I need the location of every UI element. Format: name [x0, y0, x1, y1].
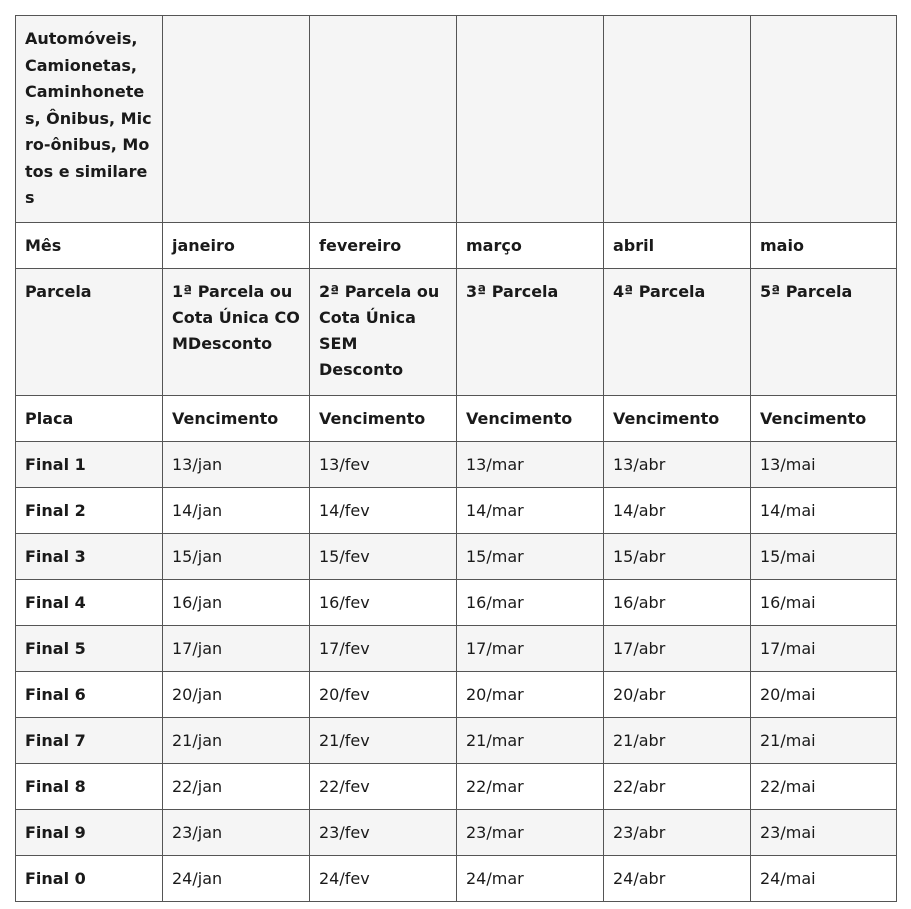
due-date-cell: 14/mai: [751, 488, 897, 534]
table-row: [16, 580, 897, 626]
plate-final-cell: Final 7: [16, 718, 163, 764]
table-row: [16, 626, 897, 672]
due-date-cell: 20/jan: [163, 672, 310, 718]
due-date-cell: 13/jan: [163, 442, 310, 488]
table-row: [16, 764, 897, 810]
due-date-cell: 23/mai: [751, 810, 897, 856]
due-header: Vencimento: [604, 396, 751, 442]
due-header: Vencimento: [457, 396, 604, 442]
due-date-cell: 16/mai: [751, 580, 897, 626]
due-date-cell: 17/mai: [751, 626, 897, 672]
category-row: [16, 16, 897, 223]
due-date-cell: 21/jan: [163, 718, 310, 764]
table-row: [16, 672, 897, 718]
due-date-cell: 24/fev: [310, 856, 457, 902]
ipva-schedule-table: [15, 15, 897, 902]
due-date-cell: 13/abr: [604, 442, 751, 488]
due-date-cell: 15/abr: [604, 534, 751, 580]
empty-cell: [310, 16, 457, 223]
due-date-cell: 20/mar: [457, 672, 604, 718]
ipva-table-body: [16, 16, 897, 902]
due-date-cell: 22/fev: [310, 764, 457, 810]
empty-cell: [457, 16, 604, 223]
plate-final-cell: Final 6: [16, 672, 163, 718]
due-header: Vencimento: [163, 396, 310, 442]
month-header: fevereiro: [310, 223, 457, 269]
parcel-header: 3ª Parcela: [457, 269, 604, 396]
due-date-cell: 16/jan: [163, 580, 310, 626]
empty-cell: [163, 16, 310, 223]
table-row: [16, 718, 897, 764]
plate-final-cell: Final 4: [16, 580, 163, 626]
due-date-cell: 21/mai: [751, 718, 897, 764]
due-date-cell: 16/mar: [457, 580, 604, 626]
table-row: [16, 488, 897, 534]
due-date-cell: 24/mai: [751, 856, 897, 902]
due-date-cell: 13/mar: [457, 442, 604, 488]
due-date-cell: 15/mai: [751, 534, 897, 580]
due-date-cell: 23/jan: [163, 810, 310, 856]
due-date-cell: 20/fev: [310, 672, 457, 718]
due-date-cell: 16/fev: [310, 580, 457, 626]
table-row: [16, 856, 897, 902]
due-date-cell: 16/abr: [604, 580, 751, 626]
due-date-cell: 22/abr: [604, 764, 751, 810]
due-date-cell: 22/jan: [163, 764, 310, 810]
due-header: Vencimento: [310, 396, 457, 442]
due-date-cell: 15/mar: [457, 534, 604, 580]
parcel-row: [16, 269, 897, 396]
due-date-cell: 24/jan: [163, 856, 310, 902]
due-date-cell: 15/fev: [310, 534, 457, 580]
category-label: Automóveis, Camionetas, Caminhonetes, Ônibus, Micro-ônibus, Motos e similares: [16, 16, 163, 223]
month-header: abril: [604, 223, 751, 269]
empty-cell: [604, 16, 751, 223]
plate-final-cell: Final 2: [16, 488, 163, 534]
due-date-cell: 23/abr: [604, 810, 751, 856]
due-date-cell: 15/jan: [163, 534, 310, 580]
plate-final-cell: Final 8: [16, 764, 163, 810]
month-row: [16, 223, 897, 269]
due-date-cell: 24/abr: [604, 856, 751, 902]
due-date-cell: 17/mar: [457, 626, 604, 672]
plate-final-cell: Final 3: [16, 534, 163, 580]
due-date-cell: 21/abr: [604, 718, 751, 764]
parcel-header: 4ª Parcela: [604, 269, 751, 396]
plate-final-cell: Final 5: [16, 626, 163, 672]
due-date-cell: 14/mar: [457, 488, 604, 534]
due-header: Vencimento: [751, 396, 897, 442]
due-date-cell: 22/mai: [751, 764, 897, 810]
plate-final-cell: Final 0: [16, 856, 163, 902]
plate-final-cell: Final 9: [16, 810, 163, 856]
plate-final-cell: Final 1: [16, 442, 163, 488]
due-date-cell: 13/mai: [751, 442, 897, 488]
due-date-cell: 23/mar: [457, 810, 604, 856]
parcel-header: 1ª Parcela ou Cota Única COMDesconto: [163, 269, 310, 396]
due-date-cell: 21/fev: [310, 718, 457, 764]
due-date-cell: 17/abr: [604, 626, 751, 672]
due-date-cell: 13/fev: [310, 442, 457, 488]
due-date-cell: 17/jan: [163, 626, 310, 672]
table-row: [16, 534, 897, 580]
table-row: [16, 442, 897, 488]
plate-row-label: Placa: [16, 396, 163, 442]
plate-header-row: [16, 396, 897, 442]
due-date-cell: 22/mar: [457, 764, 604, 810]
due-date-cell: 24/mar: [457, 856, 604, 902]
due-date-cell: 20/abr: [604, 672, 751, 718]
due-date-cell: 14/jan: [163, 488, 310, 534]
month-header: janeiro: [163, 223, 310, 269]
parcel-row-label: Parcela: [16, 269, 163, 396]
due-date-cell: 20/mai: [751, 672, 897, 718]
empty-cell: [751, 16, 897, 223]
parcel-header: 5ª Parcela: [751, 269, 897, 396]
parcel-header: 2ª Parcela ou Cota Única SEM Desconto: [310, 269, 457, 396]
due-date-cell: 14/fev: [310, 488, 457, 534]
month-row-label: Mês: [16, 223, 163, 269]
month-header: maio: [751, 223, 897, 269]
due-date-cell: 17/fev: [310, 626, 457, 672]
month-header: março: [457, 223, 604, 269]
due-date-cell: 23/fev: [310, 810, 457, 856]
table-row: [16, 810, 897, 856]
due-date-cell: 14/abr: [604, 488, 751, 534]
due-date-cell: 21/mar: [457, 718, 604, 764]
